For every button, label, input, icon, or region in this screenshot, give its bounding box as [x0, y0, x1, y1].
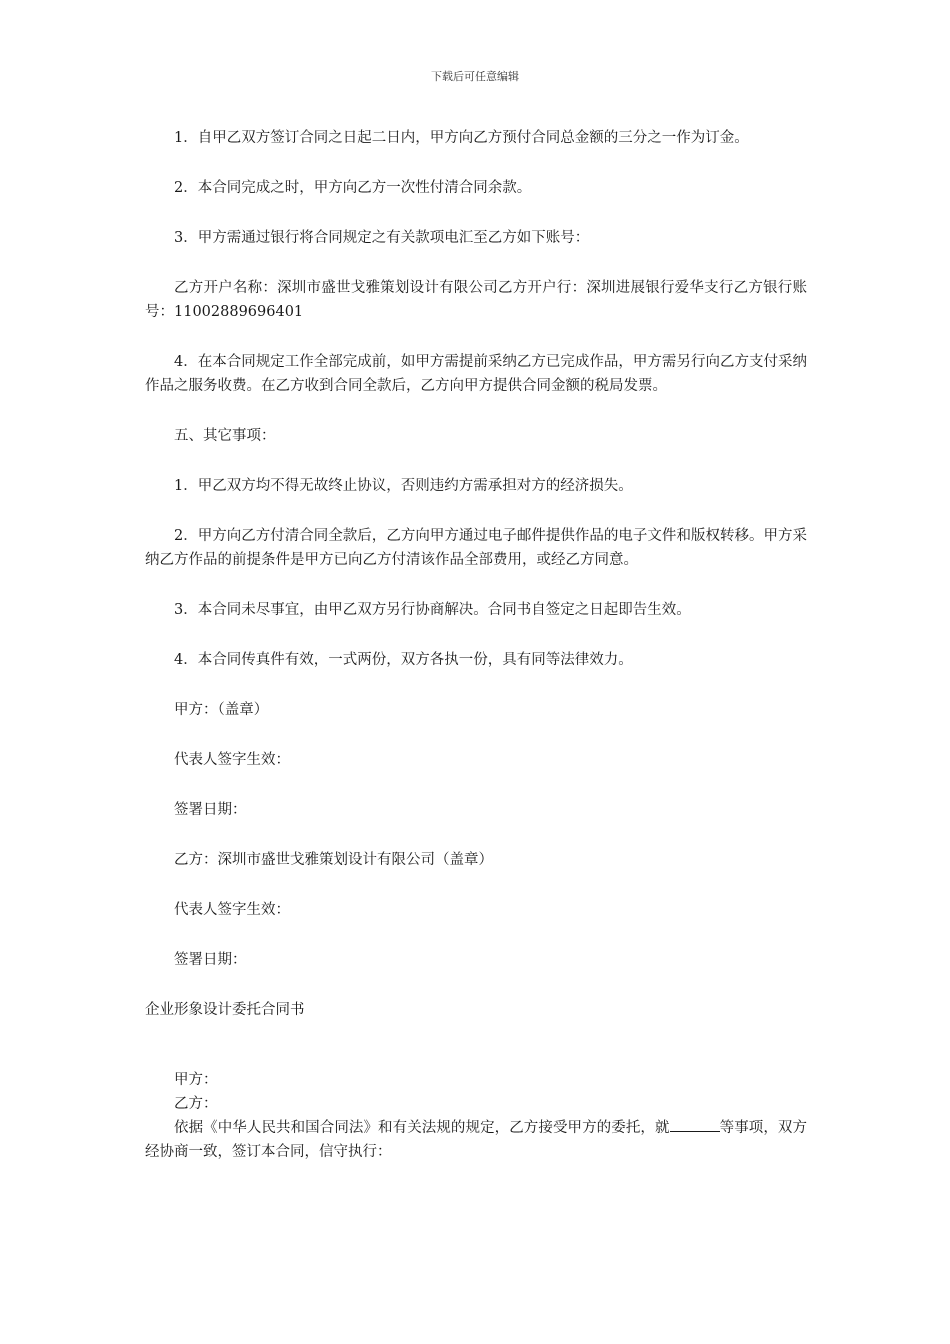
intro-text-after-blank: 等事项，双方经协商一致，签订本合同，信守执行： [145, 1120, 807, 1160]
payment-item-4: 4．在本合同规定工作全部完成前，如甲方需提前采纳乙方已完成作品，甲方需另行向乙方支付采纳作品之服务收费。在乙方收到合同全款后，乙方向甲方提供合同金额的税局发票。 [145, 354, 807, 394]
party-b-sign-date: 签署日期： [174, 952, 247, 968]
page-header-note: 下载后可任意编辑 [431, 70, 519, 83]
new-party-a: 甲方： [174, 1072, 218, 1088]
other-item-4: 4．本合同传真件有效，一式两份，双方各执一份，具有同等法律效力。 [174, 652, 633, 668]
other-item-1: 1．甲乙双方均不得无故终止协议，否则违约方需承担对方的经济损失。 [174, 478, 633, 494]
party-b-representative: 代表人签字生效： [174, 902, 290, 918]
payment-item-1: 1．自甲乙双方签订合同之日起二日内，甲方向乙方预付合同总金额的三分之一作为订金。 [174, 130, 749, 146]
party-a-sign-date: 签署日期： [174, 802, 247, 818]
other-matters-heading: 五、其它事项： [174, 428, 276, 444]
payment-item-3: 3．甲方需通过银行将合同规定之有关款项电汇至乙方如下账号： [174, 230, 590, 246]
fill-in-blank [670, 1117, 720, 1133]
other-item-3: 3．本合同未尽事宜，由甲乙双方另行协商解决。合同书自签定之日起即告生效。 [174, 602, 691, 618]
other-item-2: 2．甲方向乙方付清合同全款后，乙方向甲方通过电子邮件提供作品的电子文件和版权转移。甲方采纳乙方作品的前提条件是甲方已向乙方付清该作品全部费用，或经乙方同意。 [145, 528, 807, 568]
bank-account-info: 乙方开户名称：深圳市盛世戈雅策划设计有限公司乙方开户行：深圳进展银行爱华支行乙方银行账号：11002889696401 [145, 280, 807, 320]
party-b-seal: 乙方：深圳市盛世戈雅策划设计有限公司（盖章） [174, 852, 493, 868]
party-a-seal: 甲方：（盖章） [174, 702, 269, 718]
payment-item-2: 2．本合同完成之时，甲方向乙方一次性付清合同余款。 [174, 180, 532, 196]
intro-text-before-blank: 依据《中华人民共和国合同法》和有关法规的规定，乙方接受甲方的委托，就 [174, 1120, 670, 1136]
title-spacer [145, 1022, 807, 1068]
contract-intro [145, 1116, 807, 1164]
contract-title: 企业形象设计委托合同书 [145, 1002, 305, 1018]
document-body [145, 126, 807, 1164]
new-party-b: 乙方： [174, 1096, 218, 1112]
party-a-representative: 代表人签字生效： [174, 752, 290, 768]
